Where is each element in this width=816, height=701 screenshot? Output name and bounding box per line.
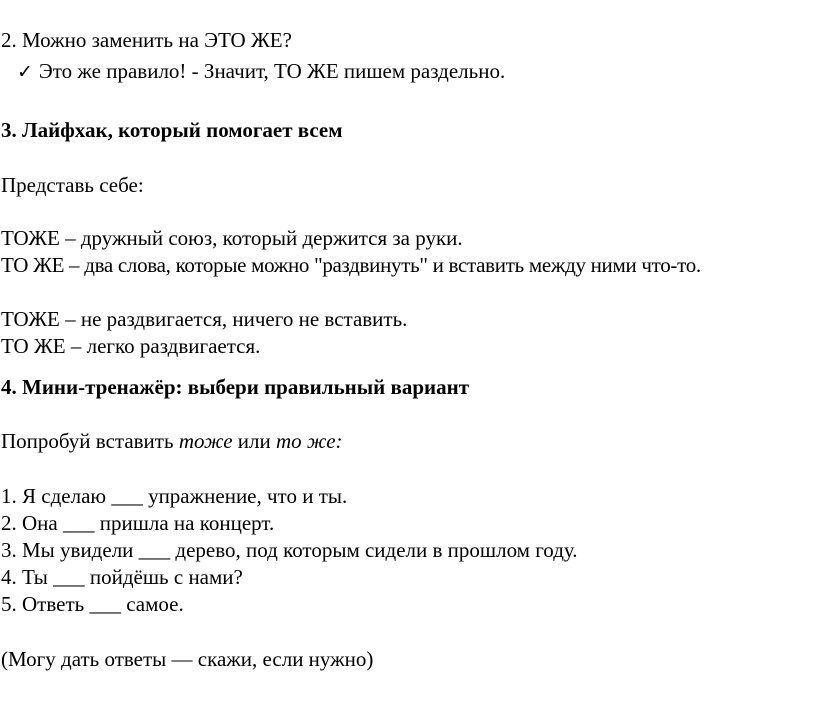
- to-zhe-rule: ТО ЖЕ – легко раздвигается.: [1, 334, 261, 358]
- exercise-item: 3. Мы увидели ___ дерево, под которым сидели в прошлом году.: [1, 538, 578, 562]
- exercise-item: 2. Она ___ пришла на концерт.: [1, 511, 275, 535]
- section-3-heading: 3. Лайфхак, который помогает всем: [1, 118, 343, 142]
- option-tozhe: тоже: [178, 429, 233, 453]
- question-line: 2. Можно заменить на ЭТО ЖЕ?: [1, 28, 292, 52]
- to-zhe-definition: ТО ЖЕ – два слова, которые можно "раздвинуть" и вставить между ними что-то.: [1, 253, 701, 277]
- answer-text: Это же правило! - Значит, ТО ЖЕ пишем раздельно.: [38, 59, 506, 83]
- intro-text: Представь себе:: [1, 173, 144, 197]
- exercise-item: 1. Я сделаю ___ упражнение, что и ты.: [1, 484, 348, 508]
- instruction-prefix: Попробуй вставить: [1, 429, 179, 453]
- option-to-zhe: то же:: [276, 429, 343, 453]
- section-4-heading: 4. Мини-тренажёр: выбери правильный вариант: [1, 375, 470, 399]
- exercise-item: 4. Ты ___ пойдёшь с нами?: [1, 565, 243, 589]
- answer-line: [17, 61, 505, 82]
- checkmark-icon: ✓: [17, 61, 33, 83]
- instruction-or: или: [232, 429, 277, 453]
- tozhe-rule: ТОЖЕ – не раздвигается, ничего не вставить.: [1, 307, 408, 331]
- tozhe-definition: ТОЖЕ – дружный союз, который держится за руки.: [1, 226, 463, 250]
- closing-note: (Могу дать ответы — скажи, если нужно): [1, 647, 374, 671]
- exercise-item: 5. Ответь ___ самое.: [1, 592, 184, 616]
- instruction-line: [1, 431, 343, 452]
